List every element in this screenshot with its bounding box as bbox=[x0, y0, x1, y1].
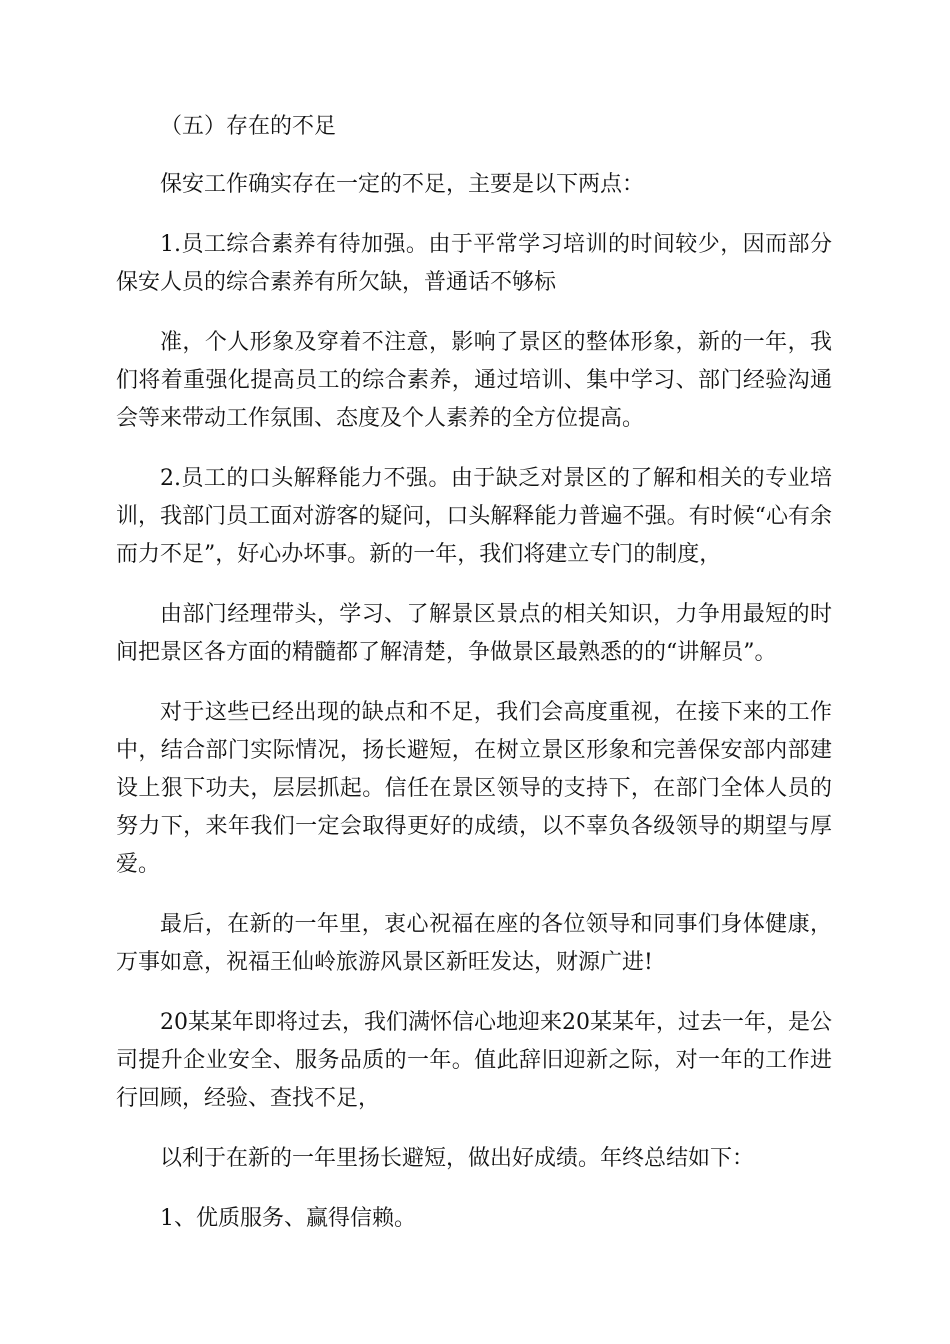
paragraph-point-1: 1.员工综合素养有待加强。由于平常学习培训的时间较少，因而部分保安人员的综合素养有所欠缺，普通话不够标 bbox=[116, 232, 832, 295]
paragraph-year-review: 20某某年即将过去，我们满怀信心地迎来20某某年，过去一年，是公司提升企业安全、服务品质的一年。值此辞旧迎新之际，对一年的工作进行回顾，经验、查找不足， bbox=[116, 1010, 832, 1111]
section-heading: （五）存在的不足 bbox=[160, 114, 337, 139]
paragraph-commitment: 对于这些已经出现的缺点和不足，我们会高度重视，在接下来的工作中，结合部门实际情况，扬长避短，在树立景区形象和完善保安部内部建设上狠下功夫，层层抓起。信任在景区领导的支持下，在部门全体人员的努力下，来年我们一定会取得更好的成绩，以不辜负各级领导的期望与厚爱。 bbox=[116, 700, 832, 877]
paragraph-blessing: 最后，在新的一年里，衷心祝福在座的各位领导和同事们身体健康，万事如意，祝福王仙岭旅游风景区新旺发达，财源广进! bbox=[116, 912, 832, 975]
paragraph-intro: 保安工作确实存在一定的不足，主要是以下两点： bbox=[160, 172, 645, 197]
paragraph-point-2-continued: 由部门经理带头，学习、了解景区景点的相关知识，力争用最短的时间把景区各方面的精髓都了解清楚，争做景区最熟悉的的“讲解员”。 bbox=[116, 602, 832, 665]
paragraph-summary-intro: 以利于在新的一年里扬长避短，做出好成绩。年终总结如下： bbox=[160, 1146, 755, 1171]
paragraph-item-1: 1、优质服务、赢得信赖。 bbox=[160, 1206, 416, 1231]
paragraph-point-2: 2.员工的口头解释能力不强。由于缺乏对景区的了解和相关的专业培训，我部门员工面对游客的疑问，口头解释能力普遍不强。有时候“心有余而力不足”，好心办坏事。新的一年，我们将建立专门的制度， bbox=[116, 466, 832, 567]
paragraph-point-1-continued: 准，个人形象及穿着不注意，影响了景区的整体形象，新的一年，我们将着重强化提高员工的综合素养，通过培训、集中学习、部门经验沟通会等来带动工作氛围、态度及个人素养的全方位提高。 bbox=[116, 330, 832, 431]
